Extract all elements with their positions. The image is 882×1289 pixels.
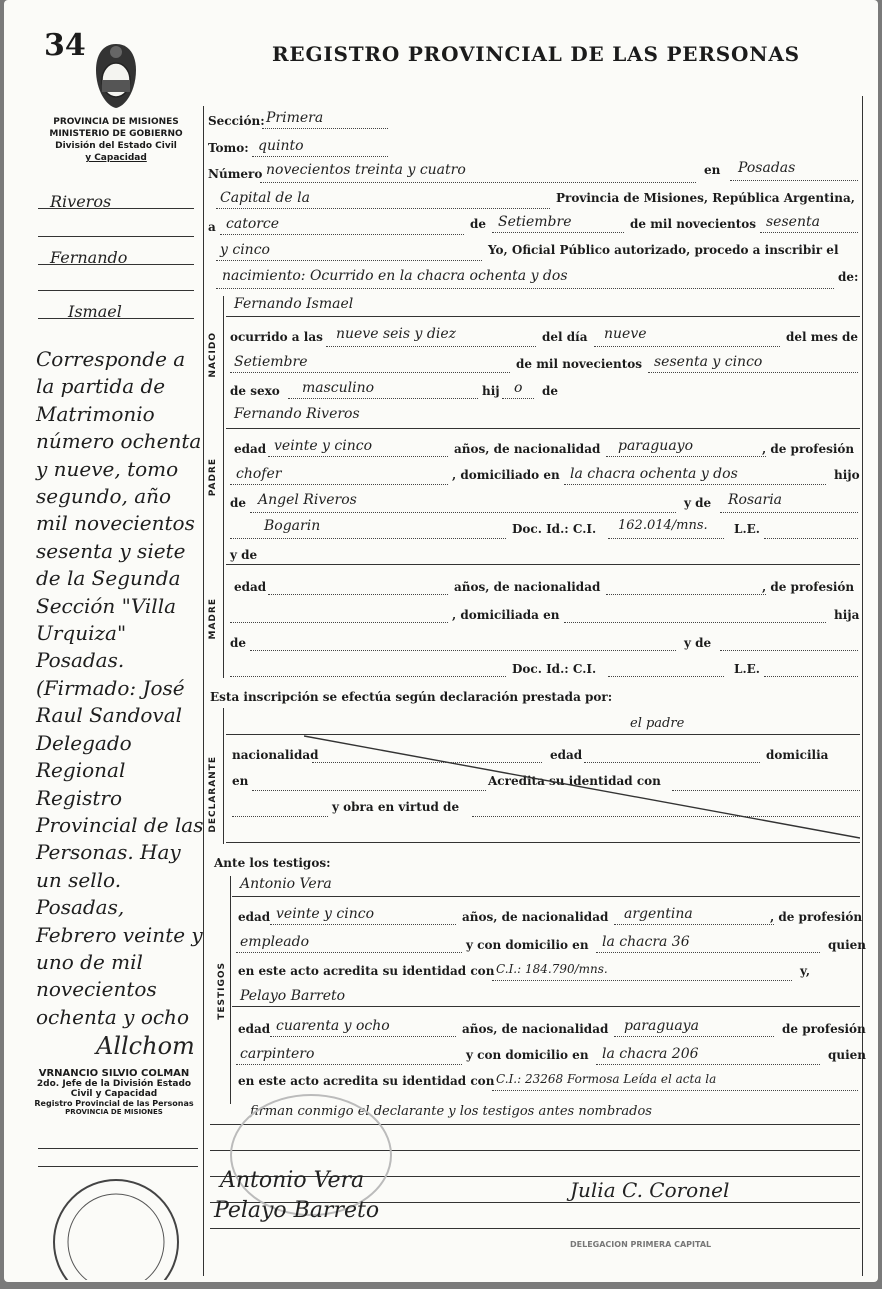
- testigo1-nacionalidad: argentina: [624, 906, 693, 922]
- padre-edad-value: veinte y cinco: [274, 438, 373, 454]
- label-acredita: Acredita su identidad con: [488, 774, 661, 788]
- abuela-value: Rosaria: [728, 492, 783, 508]
- label-t1-nacionalidad: años, de nacionalidad: [462, 910, 609, 924]
- anio-value: sesenta: [766, 214, 820, 230]
- tomo-value: quinto: [258, 138, 304, 154]
- label-t2-quien: quien: [828, 1048, 867, 1062]
- label-t2-domicilio: y con domicilio en: [466, 1048, 589, 1062]
- label-provincia: Provincia de Misiones, República Argentina,: [556, 191, 855, 205]
- nombre-value: Fernando Ismael: [234, 296, 354, 312]
- padre-profesion-value: chofer: [236, 466, 282, 482]
- signature-testigo1: Antonio Vera: [220, 1168, 365, 1193]
- declarante-note: el padre: [630, 716, 685, 731]
- capital-value: Capital de la: [220, 190, 310, 206]
- stamp-name: VRNANCIO SILVIO COLMAN: [38, 1068, 190, 1079]
- testigo1-profesion: empleado: [240, 934, 310, 950]
- anio-nac-value: sesenta y cinco: [654, 354, 763, 370]
- mes-value: Setiembre: [498, 214, 572, 230]
- hij-suffix: o: [514, 380, 523, 396]
- margin-first-name: Fernando: [50, 248, 128, 267]
- label-de-padres: de: [542, 384, 559, 398]
- label-de-mil-nov: de mil novecientos: [516, 357, 643, 371]
- label-de-abuelo: de: [230, 496, 247, 510]
- label-domicilia: domicilia: [766, 748, 829, 762]
- cancel-stroke: [304, 734, 860, 844]
- document-title: REGISTRO PROVINCIAL DE LAS PERSONAS: [272, 42, 800, 66]
- label-obra-virtud: y obra en virtud de: [332, 800, 460, 814]
- testigo1-domicilio: la chacra 36: [602, 934, 690, 950]
- signature-testigo2: Pelayo Barreto: [214, 1198, 380, 1223]
- label-t2-profesion: de profesión: [782, 1022, 866, 1036]
- closing-text: firman conmigo el declarante y los testigos antes nombrados: [250, 1104, 652, 1119]
- label-de: de: [470, 217, 487, 231]
- stamp-line: 2do. Jefe de la División Estado: [36, 1079, 192, 1089]
- label-t1-profesion: , de profesión: [770, 910, 863, 924]
- seccion-value: Primera: [266, 110, 324, 126]
- stamp-line: Civil y Capacidad: [70, 1089, 158, 1099]
- label-madre-le: L.E.: [734, 662, 760, 676]
- signature-oficial: Julia C. Coronel: [570, 1178, 730, 1202]
- agency-line: y Capacidad: [85, 153, 147, 163]
- label-t2-nacionalidad: años, de nacionalidad: [462, 1022, 609, 1036]
- sexo-value: masculino: [302, 380, 375, 396]
- page-number: 34: [44, 28, 86, 63]
- label-t1-domicilio: y con domicilio en: [466, 938, 589, 952]
- oficial-caption: DELEGACION PRIMERA CAPITAL: [570, 1240, 712, 1249]
- padre-nacionalidad-value: paraguayo: [618, 438, 694, 454]
- label-y-de-abuela: y de: [684, 496, 712, 510]
- label-hij: hij: [482, 384, 500, 398]
- testigo2-domicilio: la chacra 206: [602, 1046, 699, 1062]
- label-padre-nacionalidad: años, de nacionalidad: [454, 442, 601, 456]
- label-a: a: [208, 220, 216, 234]
- label-padre-profesion: , de profesión: [762, 442, 855, 456]
- testigo2-ci: C.I.: 23268 Formosa Leída el acta la: [496, 1072, 717, 1086]
- stamp-line: PROVINCIA DE MISIONES: [65, 1108, 163, 1116]
- label-padre-edad: edad: [234, 442, 267, 456]
- stamp-line: Registro Provincial de las Personas: [34, 1099, 194, 1108]
- label-en: en: [704, 163, 721, 177]
- label-hijo: hijo: [834, 468, 860, 482]
- seal-stamp-icon: [38, 1172, 198, 1280]
- margin-annotation: Corresponde a la partida de Matrimonio número ochenta y nueve, tomo segundo, año mil novecientos sesenta y siete de la Segunda Sección "Villa Urquiza" Posadas. (Firmado: José Raul Sandoval Delegado Regional Registro Provincial de las Personas. Hay un sello. Posadas, Febrero veinte y uno de mil novecientos ochenta y ocho: [36, 347, 204, 1029]
- margin-surname: Riveros: [50, 192, 112, 211]
- testigo2-nombre: Pelayo Barreto: [240, 988, 346, 1004]
- padre-ci-value: 162.014/mns.: [618, 518, 708, 533]
- testigo2-edad: cuarenta y ocho: [276, 1018, 390, 1034]
- label-mil-novecientos: de mil novecientos: [630, 217, 757, 231]
- label-y-comma: y,: [800, 964, 811, 978]
- label-t1-edad: edad: [238, 910, 271, 924]
- label-del-dia: del día: [542, 330, 588, 344]
- coat-of-arms-icon: [92, 40, 140, 112]
- testigo1-ci: C.I.: 184.790/mns.: [496, 962, 608, 976]
- label-inscripcion: Esta inscripción se efectúa según declaración prestada por:: [210, 690, 613, 704]
- label-madre-doc: Doc. Id.: C.I.: [512, 662, 597, 676]
- official-stamp: [24, 1068, 204, 1116]
- testigo2-nacionalidad: paraguaya: [624, 1018, 699, 1034]
- label-del-mes: del mes de: [786, 330, 859, 344]
- label-t1-acredita: en este acto acredita su identidad con: [238, 964, 495, 978]
- label-t1-quien: quien: [828, 938, 867, 952]
- label-madre-nacionalidad: años, de nacionalidad: [454, 580, 601, 594]
- acta-value: nacimiento: Ocurrido en la chacra ochenta y dos: [222, 268, 568, 284]
- abuela-apellido-value: Bogarin: [264, 518, 321, 534]
- lugar-value: Posadas: [738, 160, 796, 176]
- label-declarante-nacionalidad: nacionalidad: [232, 748, 319, 762]
- label-madre-profesion: , de profesión: [762, 580, 855, 594]
- label-hija: hija: [834, 608, 860, 622]
- margin-signature: Allchom: [96, 1032, 195, 1060]
- label-sexo: de sexo: [230, 384, 280, 398]
- agency-line: División del Estado Civil: [55, 141, 177, 151]
- label-y-de-abuela-m: y de: [684, 636, 712, 650]
- margin-second-name: Ismael: [68, 302, 122, 321]
- testigo1-edad: veinte y cinco: [276, 906, 375, 922]
- label-declarante-en: en: [232, 774, 249, 788]
- label-domiciliada: , domiciliada en: [452, 608, 560, 622]
- side-label-declarante: DECLARANTE: [208, 756, 218, 833]
- label-ante-testigos: Ante los testigos:: [214, 856, 331, 870]
- numero-value: novecientos treinta y cuatro: [266, 162, 466, 178]
- label-seccion: Sección:: [208, 114, 265, 128]
- side-label-padre: PADRE: [208, 458, 218, 497]
- testigo2-profesion: carpintero: [240, 1046, 315, 1062]
- agency-heading: [40, 116, 192, 164]
- dia-nac-value: nueve: [604, 326, 647, 342]
- side-label-madre: MADRE: [208, 598, 218, 640]
- label-de-colon: de:: [838, 270, 859, 284]
- label-numero: Número: [208, 167, 263, 181]
- label-domiciliado: , domiciliado en: [452, 468, 560, 482]
- side-label-nacido: NACIDO: [208, 332, 218, 378]
- register-page: [4, 0, 878, 1282]
- label-padre-le: L.E.: [734, 522, 760, 536]
- label-yo-oficial: Yo, Oficial Público autorizado, procedo a inscribir el: [488, 243, 839, 257]
- hora-value: nueve seis y diez: [336, 326, 457, 342]
- agency-line: MINISTERIO DE GOBIERNO: [49, 129, 183, 139]
- label-y-de-madre: y de: [230, 548, 258, 562]
- abuelo-value: Angel Riveros: [258, 492, 357, 508]
- label-tomo: Tomo:: [208, 141, 249, 155]
- label-t2-edad: edad: [238, 1022, 271, 1036]
- testigo1-nombre: Antonio Vera: [240, 876, 332, 892]
- label-declarante-edad: edad: [550, 748, 583, 762]
- agency-line: PROVINCIA DE MISIONES: [53, 117, 179, 127]
- label-madre-edad: edad: [234, 580, 267, 594]
- mes-nac-value: Setiembre: [234, 354, 308, 370]
- padre-domicilio-value: la chacra ochenta y dos: [570, 466, 738, 482]
- label-ocurrido: ocurrido a las: [230, 330, 323, 344]
- dia-value: catorce: [226, 216, 280, 232]
- label-t2-acredita: en este acto acredita su identidad con: [238, 1074, 495, 1088]
- label-padre-doc: Doc. Id.: C.I.: [512, 522, 597, 536]
- padre-nombre-value: Fernando Riveros: [234, 406, 360, 422]
- anio-cont-value: y cinco: [220, 242, 270, 258]
- label-de-abuelo-m: de: [230, 636, 247, 650]
- side-label-testigos: TESTIGOS: [217, 962, 227, 1020]
